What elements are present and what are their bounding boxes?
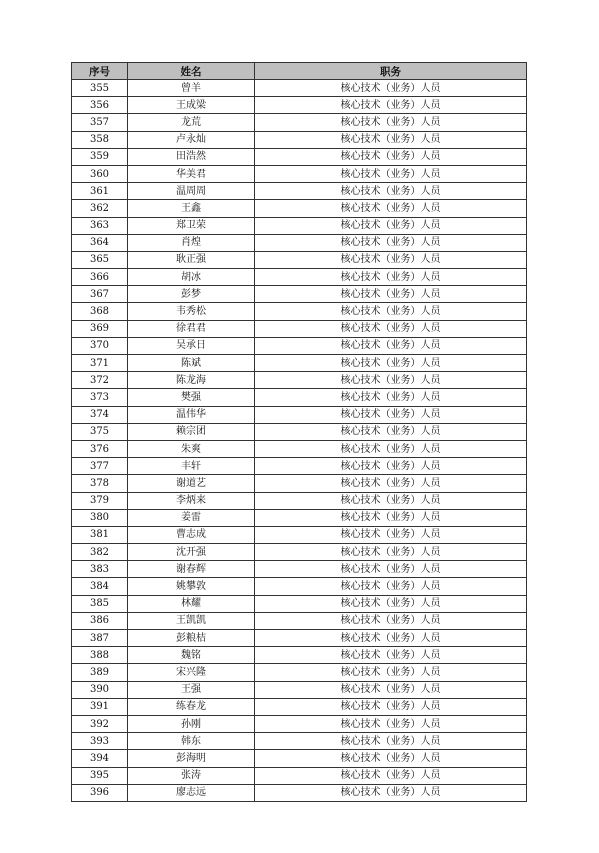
table-row	[72, 269, 527, 286]
cell-title: 核心技术（业务）人员	[255, 337, 527, 354]
cell-name: 肖煌	[128, 234, 255, 251]
cell-number: 393	[72, 733, 128, 750]
cell-number: 388	[72, 647, 128, 664]
table-row	[72, 337, 527, 354]
table-row	[72, 286, 527, 303]
cell-name: 廖志远	[128, 784, 255, 801]
cell-number: 357	[72, 114, 128, 131]
cell-number: 366	[72, 269, 128, 286]
column-header-title: 职务	[255, 63, 527, 80]
cell-name: 龙荒	[128, 114, 255, 131]
cell-title: 核心技术（业务）人员	[255, 784, 527, 801]
cell-title: 核心技术（业务）人员	[255, 251, 527, 268]
cell-number: 380	[72, 509, 128, 526]
table-row	[72, 526, 527, 543]
cell-number: 367	[72, 286, 128, 303]
cell-name: 姚攀敦	[128, 578, 255, 595]
cell-name: 陈龙海	[128, 372, 255, 389]
cell-number: 387	[72, 630, 128, 647]
cell-number: 382	[72, 544, 128, 561]
cell-number: 355	[72, 80, 128, 97]
cell-name: 张涛	[128, 767, 255, 784]
cell-name: 谢道艺	[128, 475, 255, 492]
cell-title: 核心技术（业务）人员	[255, 372, 527, 389]
cell-name: 田浩然	[128, 148, 255, 165]
cell-number: 359	[72, 148, 128, 165]
cell-number: 384	[72, 578, 128, 595]
cell-name: 赖宗团	[128, 423, 255, 440]
table-row	[72, 217, 527, 234]
cell-number: 372	[72, 372, 128, 389]
cell-title: 核心技术（业务）人员	[255, 389, 527, 406]
table-row	[72, 458, 527, 475]
cell-title: 核心技术（业务）人员	[255, 165, 527, 182]
table-row	[72, 389, 527, 406]
cell-title: 核心技术（业务）人员	[255, 234, 527, 251]
table-row	[72, 681, 527, 698]
cell-title: 核心技术（业务）人员	[255, 320, 527, 337]
cell-name: 彭粮桔	[128, 630, 255, 647]
table-row	[72, 131, 527, 148]
cell-number: 364	[72, 234, 128, 251]
cell-name: 谢春辉	[128, 561, 255, 578]
table-row	[72, 784, 527, 801]
table-row	[72, 423, 527, 440]
cell-name: 郑卫荣	[128, 217, 255, 234]
cell-name: 耿正强	[128, 251, 255, 268]
cell-number: 356	[72, 97, 128, 114]
cell-number: 365	[72, 251, 128, 268]
cell-title: 核心技术（业务）人员	[255, 561, 527, 578]
cell-name: 吴承日	[128, 337, 255, 354]
cell-name: 练春龙	[128, 698, 255, 715]
cell-name: 温周周	[128, 183, 255, 200]
cell-number: 392	[72, 715, 128, 732]
table-row	[72, 148, 527, 165]
cell-name: 卢永灿	[128, 131, 255, 148]
table-row	[72, 578, 527, 595]
cell-number: 363	[72, 217, 128, 234]
cell-title: 核心技术（业务）人员	[255, 715, 527, 732]
column-header-number: 序号	[72, 63, 128, 80]
cell-title: 核心技术（业务）人员	[255, 664, 527, 681]
table-body	[72, 80, 527, 802]
cell-number: 370	[72, 337, 128, 354]
table-row	[72, 595, 527, 612]
cell-title: 核心技术（业务）人员	[255, 526, 527, 543]
cell-name: 徐君君	[128, 320, 255, 337]
cell-number: 362	[72, 200, 128, 217]
table-row	[72, 767, 527, 784]
cell-name: 王强	[128, 681, 255, 698]
cell-title: 核心技术（业务）人员	[255, 148, 527, 165]
cell-number: 369	[72, 320, 128, 337]
cell-number: 371	[72, 355, 128, 372]
cell-title: 核心技术（业务）人员	[255, 578, 527, 595]
table-row	[72, 183, 527, 200]
table-row	[72, 200, 527, 217]
cell-number: 394	[72, 750, 128, 767]
cell-name: 曾羊	[128, 80, 255, 97]
cell-title: 核心技术（业务）人员	[255, 269, 527, 286]
table-row	[72, 80, 527, 97]
cell-number: 368	[72, 303, 128, 320]
table-row	[72, 698, 527, 715]
table-row	[72, 372, 527, 389]
cell-title: 核心技术（业务）人员	[255, 286, 527, 303]
table-row	[72, 406, 527, 423]
cell-title: 核心技术（业务）人员	[255, 97, 527, 114]
cell-number: 378	[72, 475, 128, 492]
table-row	[72, 251, 527, 268]
cell-name: 朱爽	[128, 440, 255, 457]
cell-number: 381	[72, 526, 128, 543]
cell-name: 华美君	[128, 165, 255, 182]
cell-number: 391	[72, 698, 128, 715]
cell-number: 360	[72, 165, 128, 182]
table-row	[72, 320, 527, 337]
cell-name: 彭梦	[128, 286, 255, 303]
cell-title: 核心技术（业务）人员	[255, 612, 527, 629]
cell-number: 383	[72, 561, 128, 578]
cell-name: 宋兴隆	[128, 664, 255, 681]
cell-title: 核心技术（业务）人员	[255, 767, 527, 784]
table-row	[72, 165, 527, 182]
table-row	[72, 715, 527, 732]
table-row	[72, 303, 527, 320]
staff-table	[71, 62, 527, 802]
cell-name: 王鑫	[128, 200, 255, 217]
table-row	[72, 733, 527, 750]
cell-number: 386	[72, 612, 128, 629]
cell-title: 核心技术（业务）人员	[255, 217, 527, 234]
table-row	[72, 492, 527, 509]
cell-title: 核心技术（业务）人员	[255, 355, 527, 372]
cell-title: 核心技术（业务）人员	[255, 492, 527, 509]
table-row	[72, 561, 527, 578]
cell-name: 彭海明	[128, 750, 255, 767]
cell-title: 核心技术（业务）人员	[255, 509, 527, 526]
cell-number: 358	[72, 131, 128, 148]
table-row	[72, 544, 527, 561]
table-row	[72, 97, 527, 114]
cell-name: 孙刚	[128, 715, 255, 732]
table-row	[72, 234, 527, 251]
cell-number: 373	[72, 389, 128, 406]
table-row	[72, 509, 527, 526]
cell-name: 韩东	[128, 733, 255, 750]
cell-title: 核心技术（业务）人员	[255, 440, 527, 457]
cell-name: 温伟华	[128, 406, 255, 423]
cell-number: 396	[72, 784, 128, 801]
cell-name: 姜雷	[128, 509, 255, 526]
cell-name: 魏铭	[128, 647, 255, 664]
cell-title: 核心技术（业务）人员	[255, 544, 527, 561]
cell-number: 390	[72, 681, 128, 698]
cell-title: 核心技术（业务）人员	[255, 595, 527, 612]
cell-title: 核心技术（业务）人员	[255, 681, 527, 698]
table-row	[72, 647, 527, 664]
cell-title: 核心技术（业务）人员	[255, 114, 527, 131]
cell-title: 核心技术（业务）人员	[255, 647, 527, 664]
cell-name: 丰轩	[128, 458, 255, 475]
cell-name: 林耀	[128, 595, 255, 612]
table-row	[72, 440, 527, 457]
cell-title: 核心技术（业务）人员	[255, 131, 527, 148]
table-row	[72, 114, 527, 131]
header-row	[72, 63, 527, 80]
cell-number: 361	[72, 183, 128, 200]
cell-name: 胡冰	[128, 269, 255, 286]
table-row	[72, 664, 527, 681]
cell-title: 核心技术（业务）人员	[255, 423, 527, 440]
cell-name: 王成梁	[128, 97, 255, 114]
cell-number: 376	[72, 440, 128, 457]
cell-name: 韦秀松	[128, 303, 255, 320]
cell-name: 陈斌	[128, 355, 255, 372]
cell-title: 核心技术（业务）人员	[255, 406, 527, 423]
table-header	[72, 63, 527, 80]
cell-number: 395	[72, 767, 128, 784]
cell-title: 核心技术（业务）人员	[255, 475, 527, 492]
cell-name: 曹志成	[128, 526, 255, 543]
cell-number: 377	[72, 458, 128, 475]
table-row	[72, 612, 527, 629]
cell-title: 核心技术（业务）人员	[255, 458, 527, 475]
cell-title: 核心技术（业务）人员	[255, 80, 527, 97]
cell-number: 375	[72, 423, 128, 440]
cell-title: 核心技术（业务）人员	[255, 630, 527, 647]
cell-name: 樊强	[128, 389, 255, 406]
cell-number: 385	[72, 595, 128, 612]
cell-title: 核心技术（业务）人员	[255, 698, 527, 715]
cell-name: 王凯凯	[128, 612, 255, 629]
cell-name: 沈开强	[128, 544, 255, 561]
table-row	[72, 750, 527, 767]
cell-title: 核心技术（业务）人员	[255, 733, 527, 750]
cell-number: 379	[72, 492, 128, 509]
cell-title: 核心技术（业务）人员	[255, 303, 527, 320]
cell-title: 核心技术（业务）人员	[255, 750, 527, 767]
table-row	[72, 355, 527, 372]
cell-name: 李炳来	[128, 492, 255, 509]
table-row	[72, 475, 527, 492]
table-row	[72, 630, 527, 647]
column-header-name: 姓名	[128, 63, 255, 80]
cell-title: 核心技术（业务）人员	[255, 183, 527, 200]
cell-number: 374	[72, 406, 128, 423]
cell-title: 核心技术（业务）人员	[255, 200, 527, 217]
cell-number: 389	[72, 664, 128, 681]
